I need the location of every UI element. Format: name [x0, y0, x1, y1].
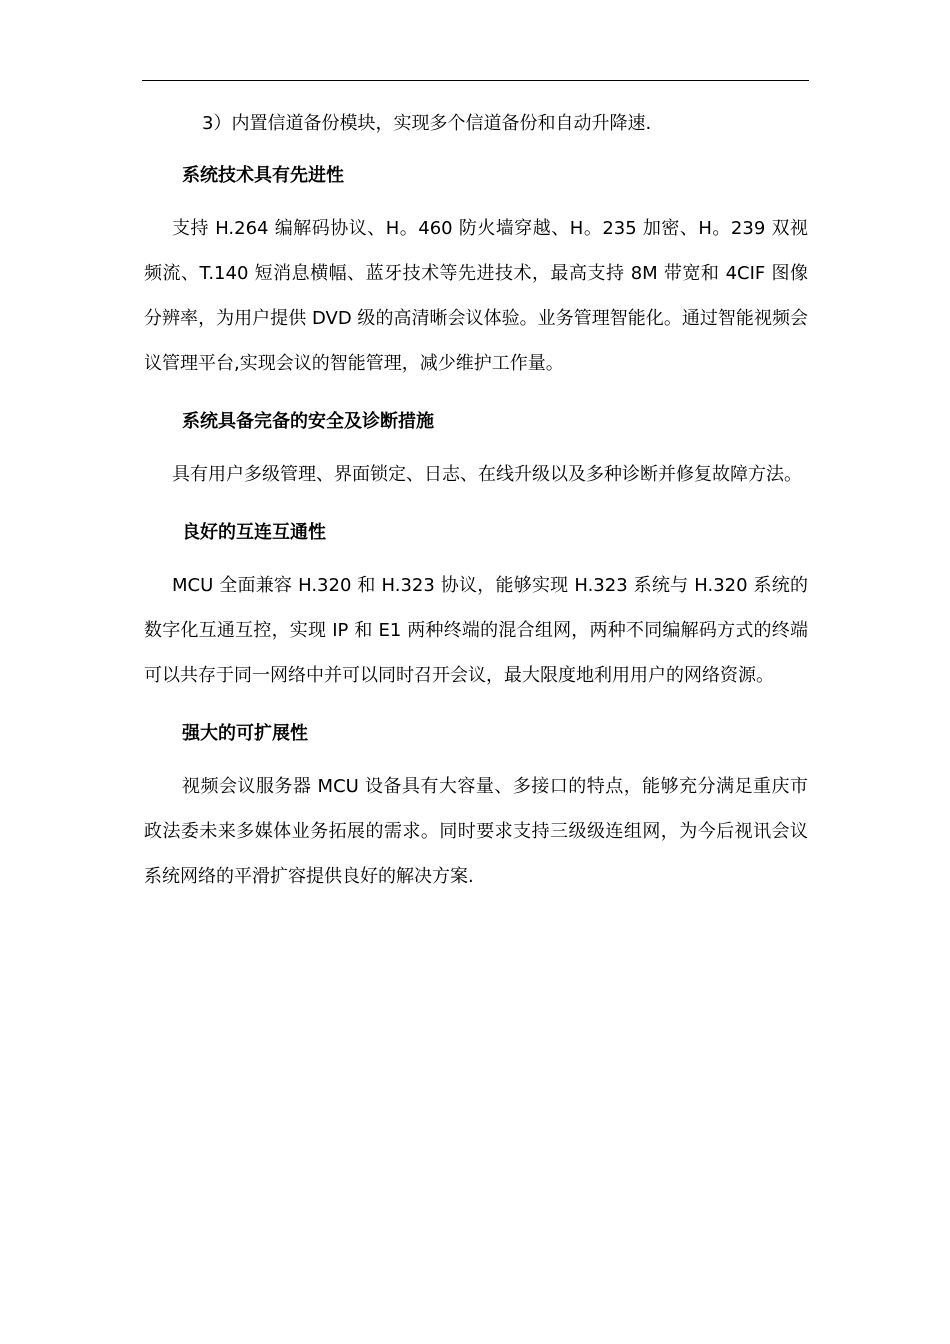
- list-item-3: 3）内置信道备份模块，实现多个信道备份和自动升降速.: [202, 113, 652, 134]
- section-heading-advanced-tech: 系统技术具有先进性: [182, 165, 344, 186]
- section-body-advanced-tech: 支持 H.264 编解码协议、H。460 防火墙穿越、H。235 加密、H。239 双视频流、T.140 短消息横幅、蓝牙技术等先进技术，最高支持 8M 带宽和 4CIF 图像分辨率，为用户提供 DVD 级的高清晰会议体验。业务管理智能化。通过智能视频会议管理平台,实现会议的智能管理，减少维护工作量。: [144, 218, 808, 374]
- section-heading-interop: 良好的互连互通性: [182, 522, 326, 543]
- document-body: [144, 108, 808, 919]
- header-rule: [142, 80, 809, 81]
- section-body-interop: MCU 全面兼容 H.320 和 H.323 协议，能够实现 H.323 系统与 H.320 系统的数字化互通互控，实现 IP 和 E1 两种终端的混合组网，两种不同编解码方式的终端可以共存于同一网络中并可以同时召开会议，最大限度地利用用户的网络资源。: [144, 575, 808, 686]
- section-body-scalability: 视频会议服务器 MCU 设备具有大容量、多接口的特点，能够充分满足重庆市政法委未来多媒体业务拓展的需求。同时要求支持三级级连组网，为今后视讯会议系统网络的平滑扩容提供良好的解决方案.: [144, 776, 808, 887]
- section-body-security: 具有用户多级管理、界面锁定、日志、在线升级以及多种诊断并修复故障方法。: [172, 464, 802, 485]
- section-heading-scalability: 强大的可扩展性: [182, 723, 308, 744]
- section-heading-security: 系统具备完备的安全及诊断措施: [182, 411, 434, 432]
